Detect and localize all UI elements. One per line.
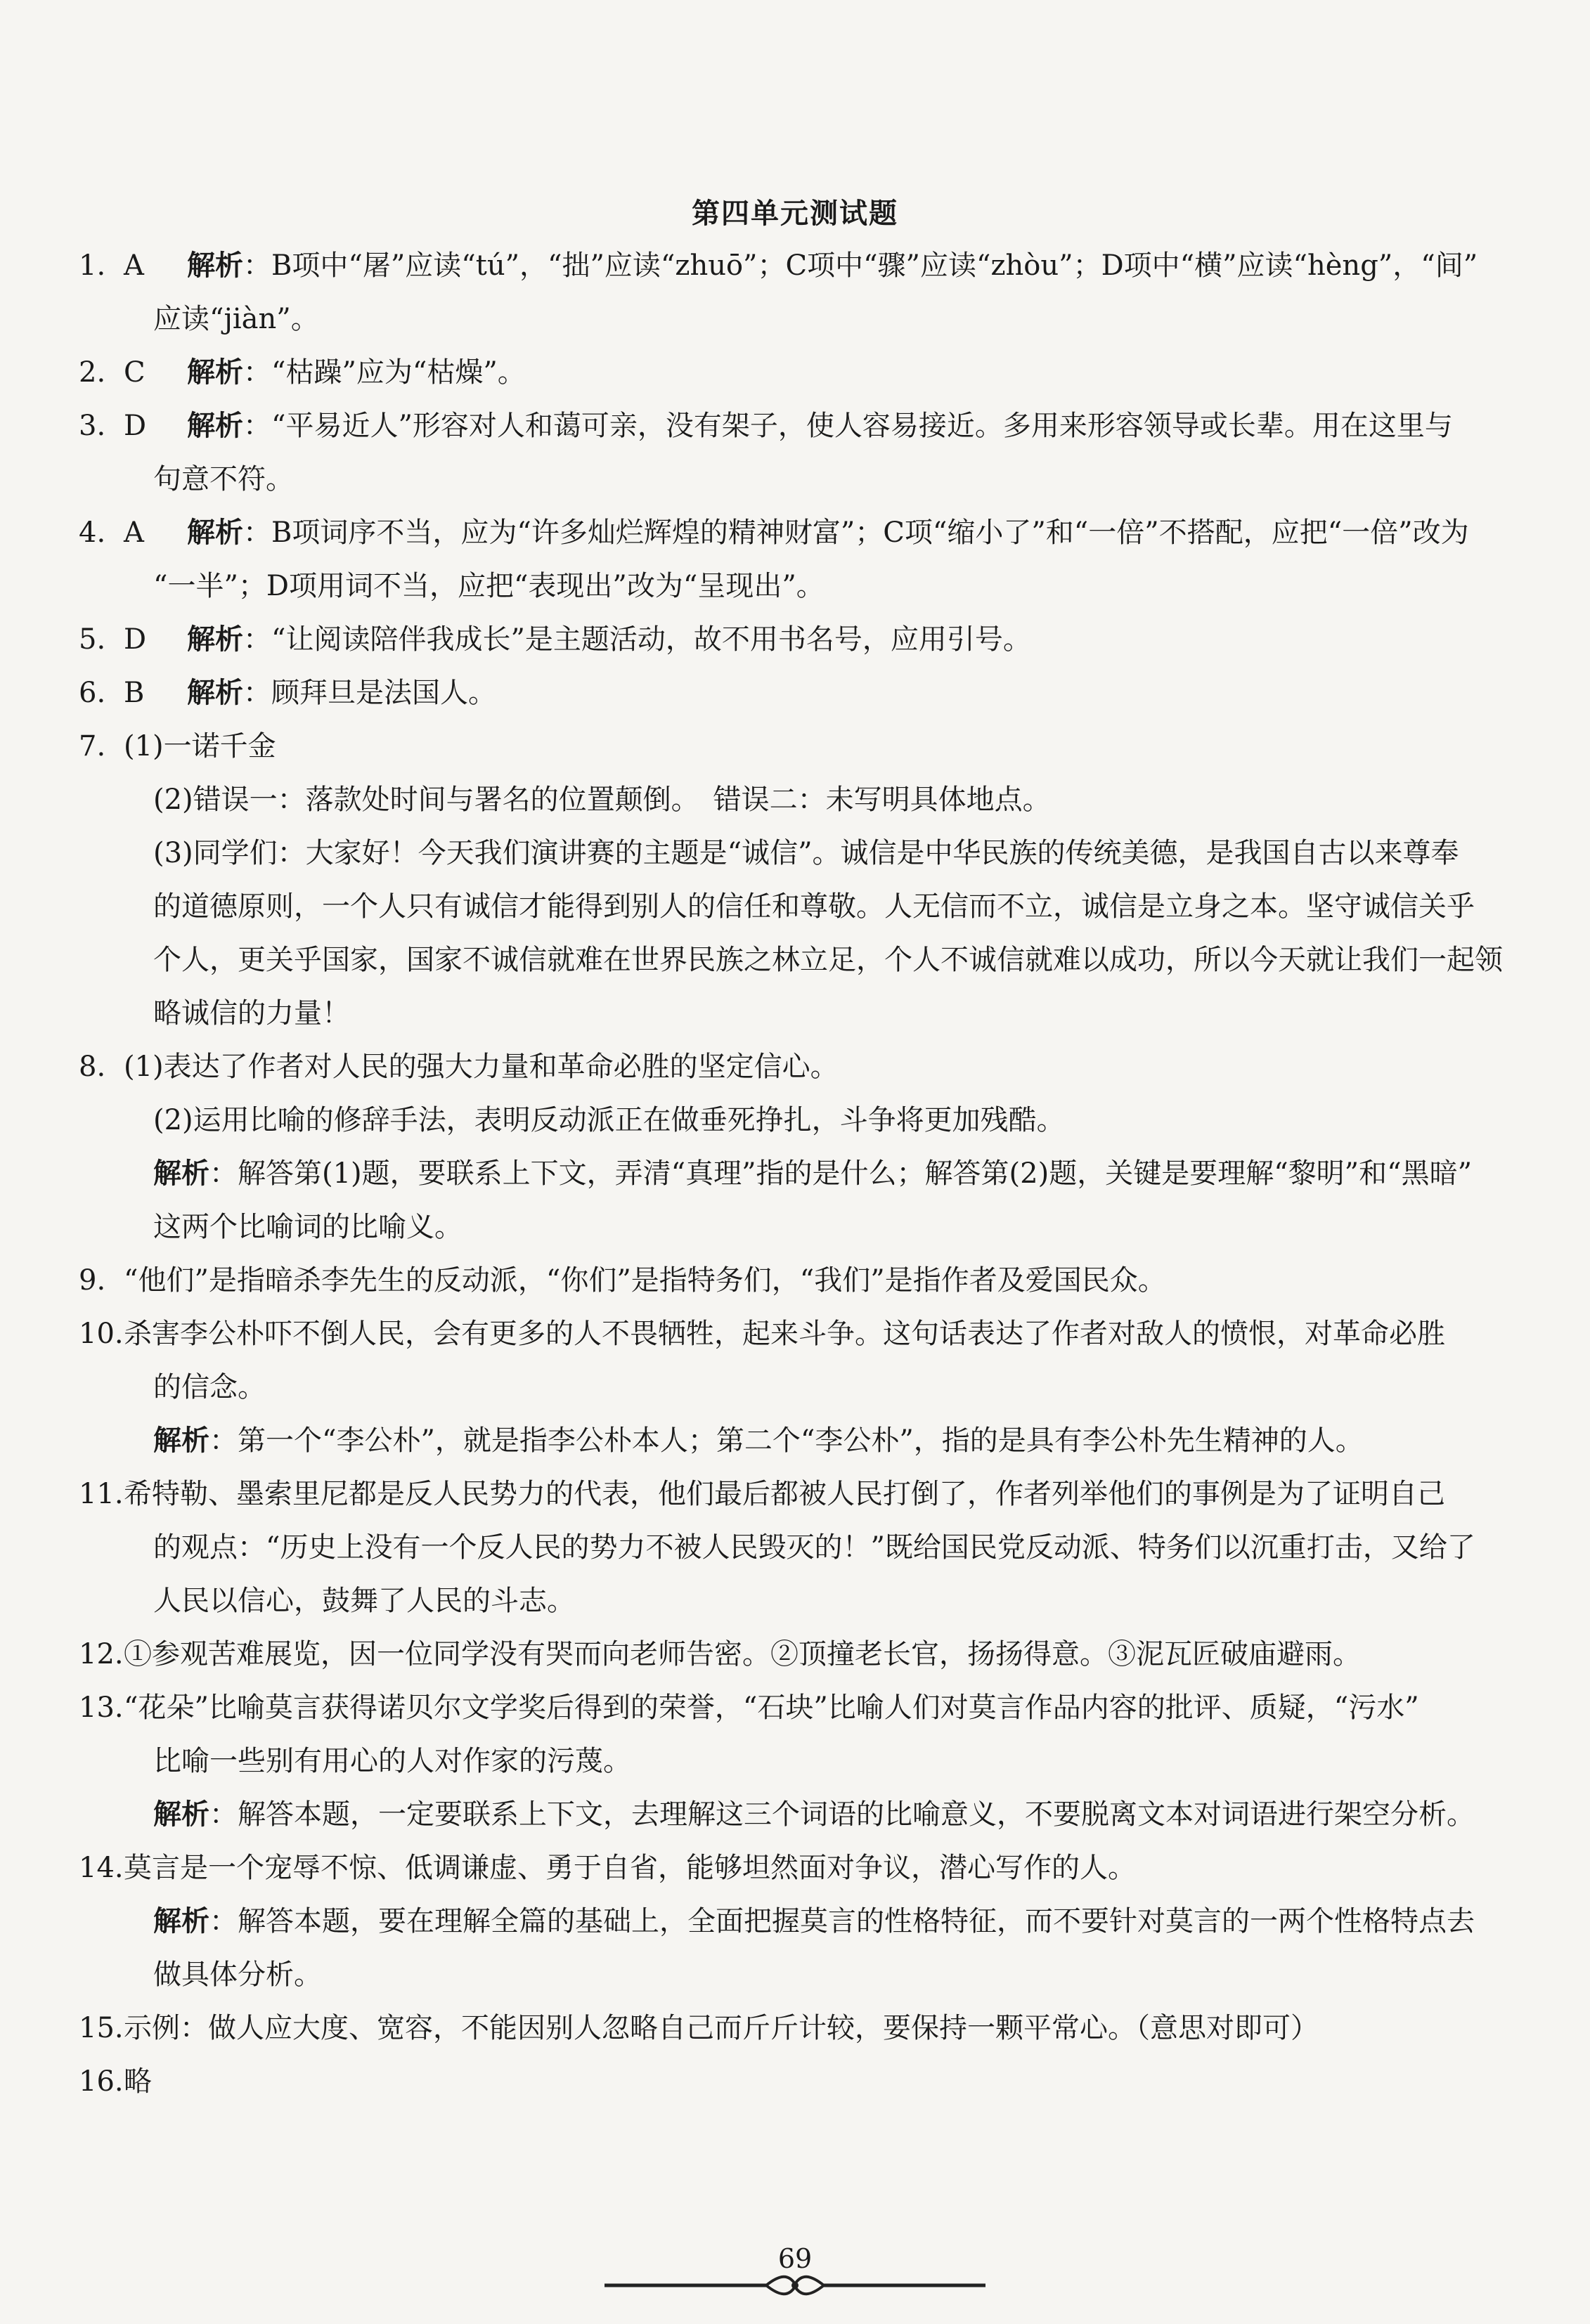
answer-item: 7. (1)一诺千金 [79, 730, 276, 762]
answer-item: 16.略 [79, 2065, 152, 2098]
analysis-label: 解析 [153, 1905, 209, 1937]
answer-item: 13.“花朵”比喻莫言获得诺贝尔文学奖后得到的荣誉，“石块”比喻人们对莫言作品内容的批评、质疑，“污水” [79, 1692, 1419, 1724]
answer-item: 9. “他们”是指暗杀李先生的反动派，“你们”是指特务们，“我们”是指作者及爱国民众。 [79, 1264, 1166, 1297]
answer-item: 14.莫言是一个宠辱不惊、低调谦虚、勇于自省，能够坦然面对争议，潜心写作的人。 [79, 1852, 1136, 1884]
analysis-label: 解析 [153, 1157, 209, 1190]
answer-line: 略诚信的力量！ [153, 997, 350, 1030]
answer-line: 的道德原则，一个人只有诚信才能得到别人的信任和尊敬。人无信而不立，诚信是立身之本。坚守诚信关乎 [153, 890, 1475, 923]
answer-item: 2. C 解析：“枯躁”应为“枯燥”。 [79, 356, 526, 389]
answer-item: 1. A 解析：B项中“屠”应读“tú”，“拙”应读“zhuō”；C项中“骤”应读“zhòu”；D项中“横”应读“hèng”，“间” [79, 249, 1478, 282]
answer-line: 的信念。 [153, 1371, 266, 1403]
answer-line: 的观点：“历史上没有一个反人民的势力不被人民毁灭的！”既给国民党反动派、特务们以沉重打击，又给了 [153, 1531, 1475, 1564]
answer-item: 8. (1)表达了作者对人民的强大力量和革命必胜的坚定信心。 [79, 1051, 839, 1083]
page-number: 69 [777, 2243, 813, 2274]
answer-item: 11.希特勒、墨索里尼都是反人民势力的代表，他们最后都被人民打倒了，作者列举他们的事例是为了证明自己 [79, 1478, 1445, 1510]
page-title: 第四单元测试题 [692, 197, 898, 230]
answer-line: (3)同学们：大家好！今天我们演讲赛的主题是“诚信”。诚信是中华民族的传统美德，是我国自古以来尊奉 [153, 837, 1459, 869]
answer-item: 6. B 解析：顾拜旦是法国人。 [79, 677, 496, 709]
ornament-divider-icon [605, 2271, 985, 2299]
answer-line: 做具体分析。 [153, 1959, 322, 1991]
answer-line: 比喻一些别有用心的人对作家的污蔑。 [153, 1745, 631, 1777]
answer-item: 10.杀害李公朴吓不倒人民，会有更多的人不畏牺牲，起来斗争。这句话表达了作者对敌人的愤恨，对革命必胜 [79, 1318, 1445, 1350]
analysis-label: 解析 [187, 410, 243, 442]
analysis-label: 解析 [153, 1798, 209, 1831]
analysis-label: 解析 [187, 623, 243, 656]
analysis-label: 解析 [187, 356, 243, 389]
answer-line: 解析：解答本题，要在理解全篇的基础上，全面把握莫言的性格特征，而不要针对莫言的一两个性格特点去 [153, 1905, 1475, 1937]
answer-item: 12.①参观苦难展览，因一位同学没有哭而向老师告密。②顶撞老长官，扬扬得意。③泥瓦匠破庙避雨。 [79, 1638, 1361, 1670]
answer-item: 4. A 解析：B项词序不当，应为“许多灿烂辉煌的精神财富”；C项“缩小了”和“一倍”不搭配，应把“一倍”改为 [79, 517, 1469, 549]
answer-line: 句意不符。 [153, 463, 294, 495]
answer-item: 5. D 解析：“让阅读陪伴我成长”是主题活动，故不用书名号，应用引号。 [79, 623, 1031, 656]
answer-line: “一半”；D项用词不当，应把“表现出”改为“呈现出”。 [153, 570, 825, 602]
answer-line: 个人，更关乎国家，国家不诚信就难在世界民族之林立足，个人不诚信就难以成功，所以今天就让我们一起领 [153, 944, 1503, 976]
analysis-label: 解析 [187, 677, 243, 709]
answer-line: 这两个比喻词的比喻义。 [153, 1211, 463, 1243]
answer-line: 应读“jiàn”。 [153, 303, 319, 335]
answer-line: (2)运用比喻的修辞手法，表明反动派正在做垂死挣扎，斗争将更加残酷。 [153, 1104, 1065, 1136]
answer-line: (2)错误一：落款处时间与署名的位置颠倒。 错误二：未写明具体地点。 [153, 784, 1051, 816]
answer-item: 3. D 解析：“平易近人”形容对人和蔼可亲，没有架子，使人容易接近。多用来形容领导或长辈。用在这里与 [79, 410, 1453, 442]
answer-item: 15.示例：做人应大度、宽容，不能因别人忽略自己而斤斤计较，要保持一颗平常心。（意思对即可） [79, 2012, 1319, 2044]
answer-list [79, 239, 1520, 2108]
answer-line: 解析：解答第(1)题，要联系上下文，弄清“真理”指的是什么；解答第(2)题，关键是要理解“黎明”和“黑暗” [153, 1157, 1473, 1190]
analysis-label: 解析 [153, 1424, 209, 1457]
answer-line: 人民以信心，鼓舞了人民的斗志。 [153, 1585, 575, 1617]
analysis-label: 解析 [187, 517, 243, 549]
answer-line: 解析：第一个“李公朴”，就是指李公朴本人；第二个“李公朴”，指的是具有李公朴先生精神的人。 [153, 1424, 1364, 1457]
answer-line: 解析：解答本题，一定要联系上下文，去理解这三个词语的比喻意义，不要脱离文本对词语进行架空分析。 [153, 1798, 1475, 1831]
analysis-label: 解析 [187, 249, 243, 282]
